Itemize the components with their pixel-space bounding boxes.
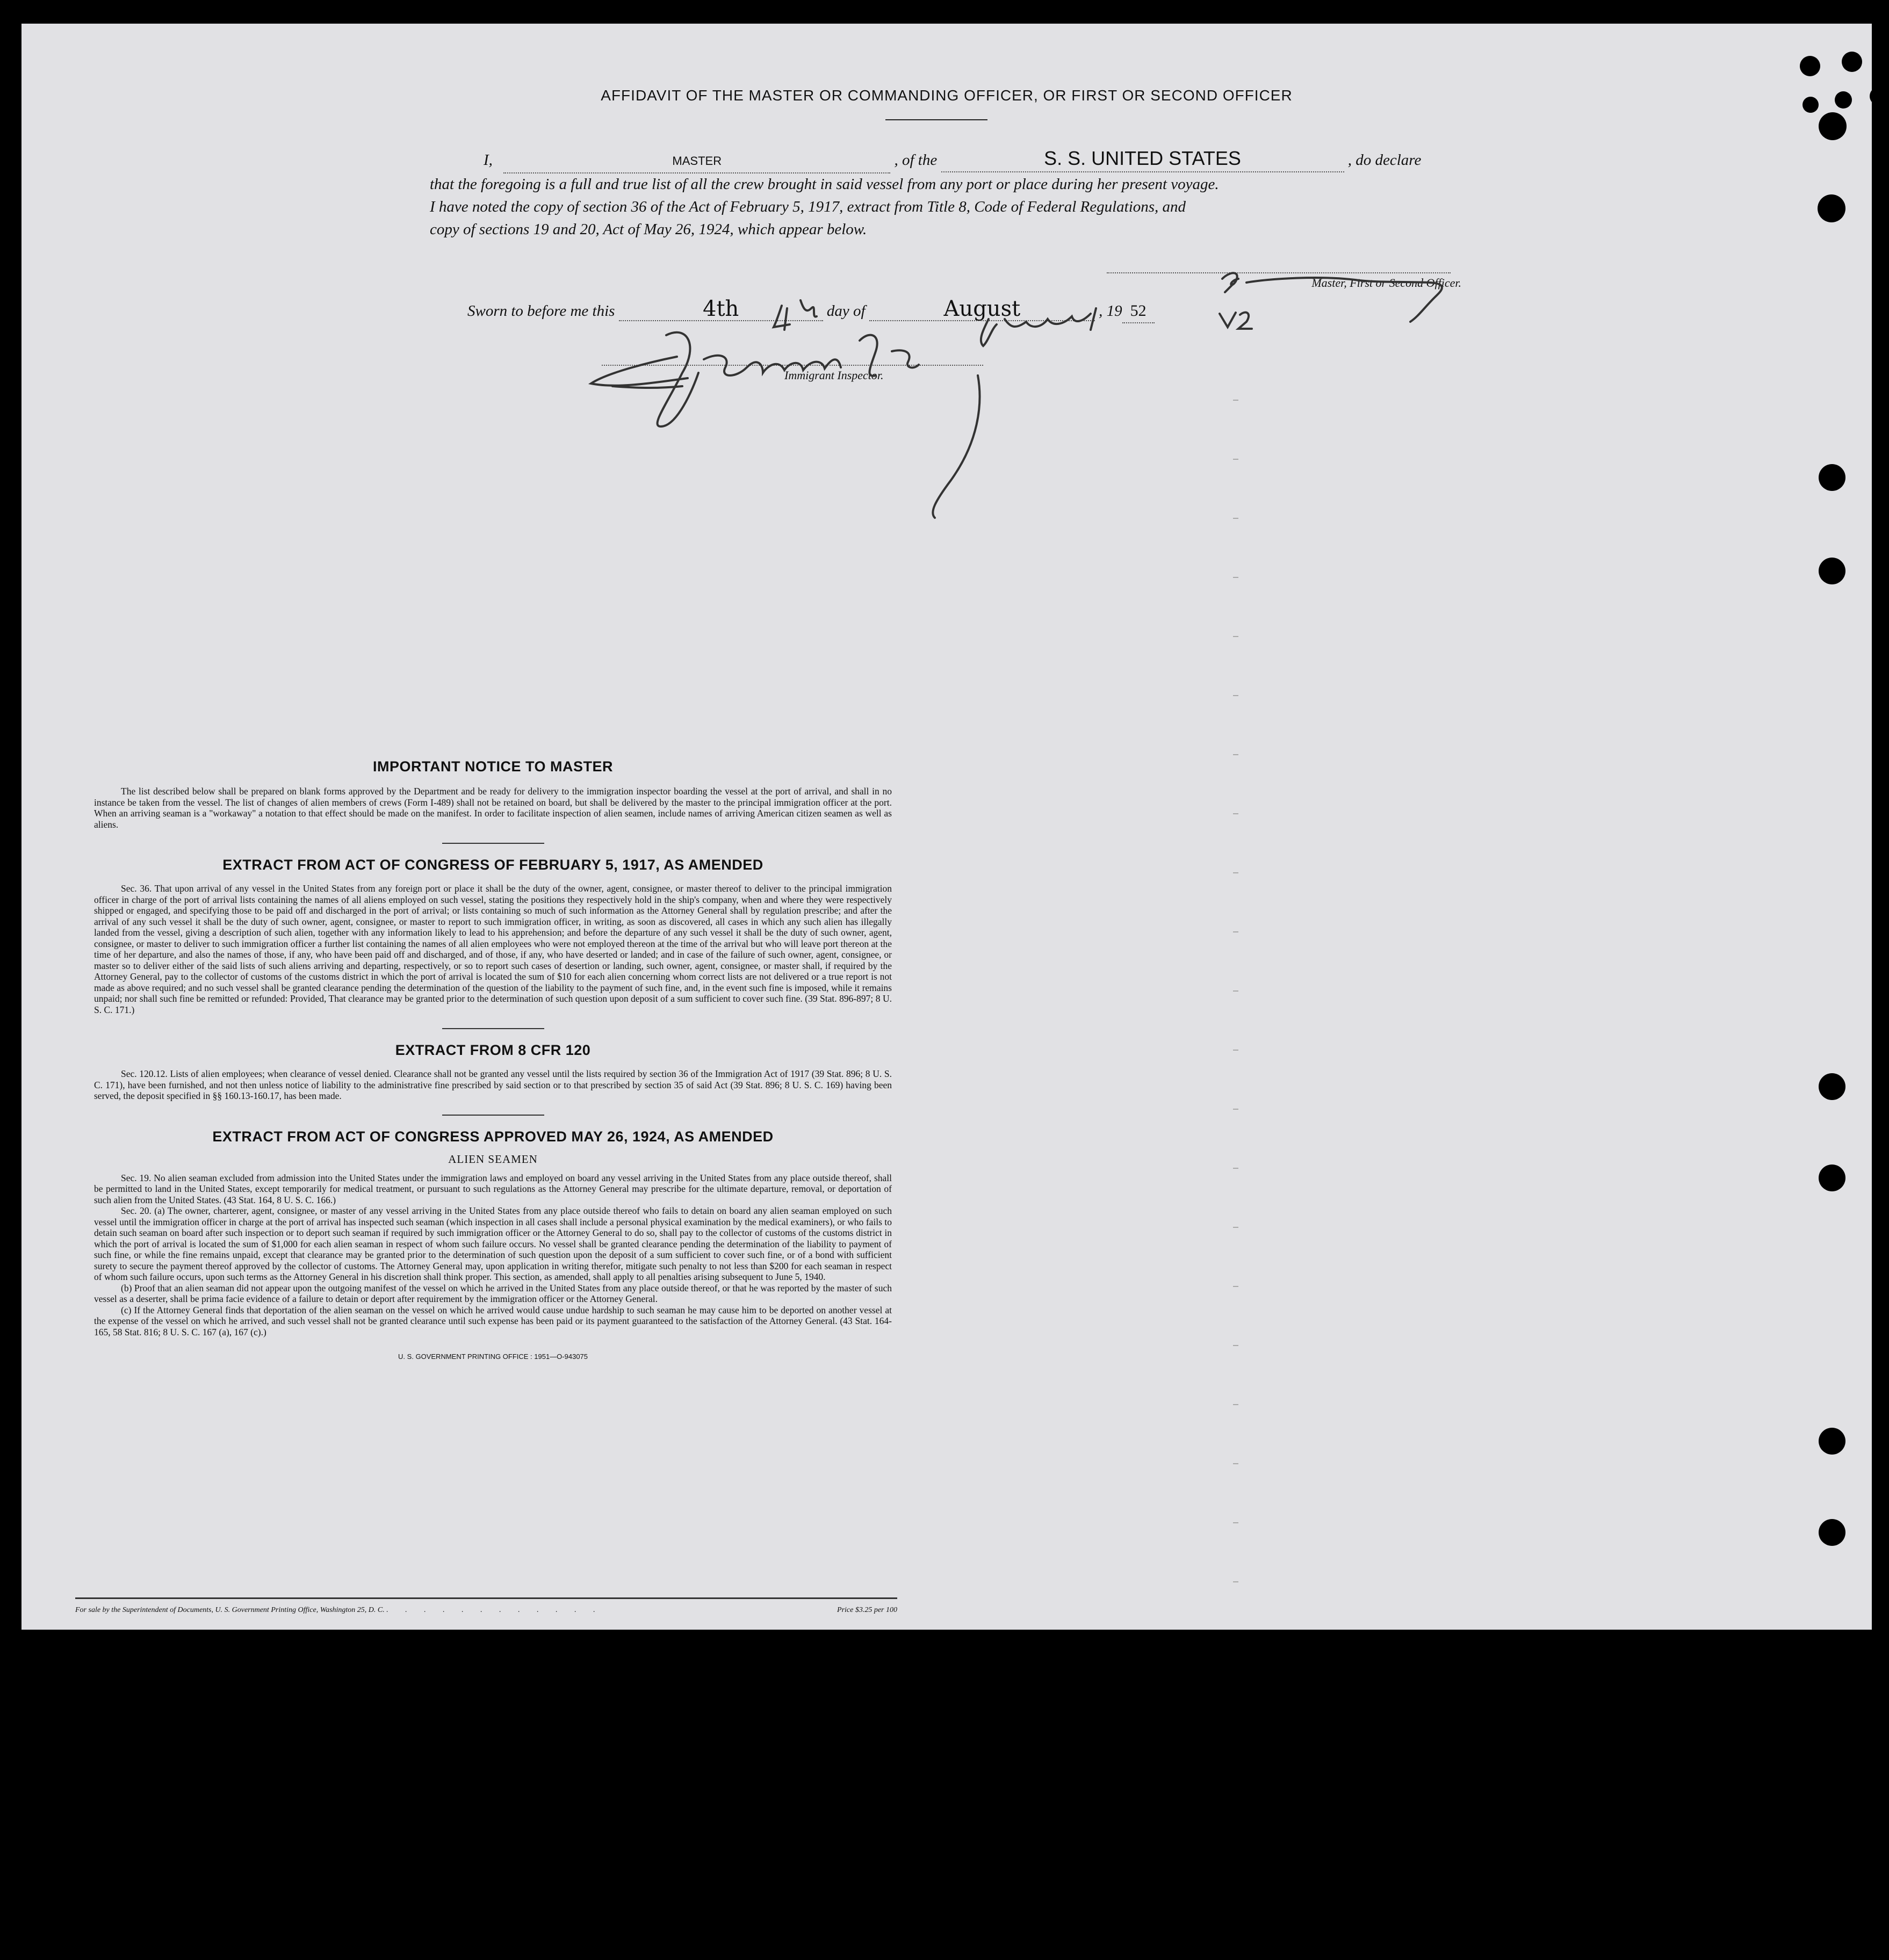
sec-20a-text: Sec. 20. (a) The owner, charterer, agent, consignee, or master of any vessel arriving in the United States from any place outside thereof who fails to detain on board any alien seaman employed on such vessel until the immigration officer in charge at the port of arrival has inspected such seaman (which inspection in all cases shall include a personal physical examination by the medical examiners), or who fails to detain such seaman on board after such inspection or to deport such seaman if required by such immigration officer or the Attorney General to do so, shall pay to the collector of customs of the customs district in which the port of arrival is located the sum of $1,000 for each alien seaman in respect of whom such failure occurs. No vessel shall be granted clearance pending the determination of the liability to payment of such fine, or while the fine remains unpaid, except that clearance may be granted prior to the determination of such question upon the deposit of a sum sufficient to cover such fine, or of a bond with sufficient surety to secure the payment thereof approved by the collector of customs. The Attorney General may, upon application in writing therefor, mitigate such penalty to not less than $200 for each seaman in respect of whom such failure occurs, upon such terms as the Attorney General in his discretion shall think proper. This section, as amended, shall apply to all penalties arising subsequent to June 5, 1940. [94,1205,892,1282]
extract-cfr-title: EXTRACT FROM 8 CFR 120 [395,1042,591,1058]
handwritten-signatures [559,249,1472,529]
punch-hole [1800,56,1820,76]
extract-1924-title: EXTRACT FROM ACT OF CONGRESS APPROVED MAY 26, 1924, AS AMENDED [212,1128,774,1145]
sworn-prefix: Sworn to before me this [467,302,615,320]
divider [442,1028,544,1029]
punch-hole [1819,558,1845,584]
notice-title: IMPORTANT NOTICE TO MASTER [373,758,613,775]
extract-1917-text: Sec. 36. That upon arrival of any vessel in the United States from any foreign port or place it shall be the duty of the owner, agent, consignee, or master thereof to deliver to the principal immigration officer in charge of the port of arrival lists containing the names of all aliens employed on such vessel, stating the positions they respectively hold in the ship's company, when and where they were respectively shipped or engaged, and specifying those to be paid off and discharged in the port of arrival; or lists containing so much of such information as the Attorney General shall by regulation prescribe; and after the arrival of any such vessel it shall be the duty of such owner, agent, consignee, or master to report to such immigration officer, in writing, as soon as discovered, all cases in which any such alien has illegally landed from the vessel, giving a description of such alien, together with any information likely to lead to his apprehension; and before the departure of any such vessel it shall be the duty of such owner, agent, consignee, or master to deliver to such immigration officer a further list containing the names of all alien employees who were not employed thereon at the time of the arrival but who will leave port thereon at the time of her departure, and also the names of those, if any, who have been paid off and discharged, and of those, if any, who have deserted or landed; and in case of the failure of such owner, agent, consignee, or master so to deliver either of the said lists of such aliens arriving and departing, respectively, or so to report such cases of desertion or landing, such owner, agent, consignee, or master shall, if required by the Attorney General, pay to the collector of customs of the customs district in which the port of arrival is located the sum of $10 for each alien concerning whom correct lists are not delivered or a true report is not made as above required; and no such vessel shall be granted clearance pending the determination of the question of the liability to the payment of such fine, and, in the event such fine is imposed, while it remains unpaid; nor shall such fine be remitted or refunded: Provided, That clearance may be granted prior to the determination of such question upon deposit of a sum sufficient to cover such fine. (39 Stat. 896-897; 8 U. S. C. 171.) [94,883,892,1015]
year-prefix: , 19 [1099,302,1122,320]
title-rule [885,119,987,120]
sec-20c-text: (c) If the Attorney General finds that deportation of the alien seaman on the vessel on which he arrived would cause undue hardship to such seaman he may cause him to be deported on another vessel at the expense of the vessel on which he arrived, and such vessel shall not be granted clearance until such expense has been paid or its payment guaranteed to the satisfaction of the Attorney General. (43 Stat. 164-165, 58 Stat. 816; 8 U. S. C. 167 (a), 167 (c).) [94,1304,892,1337]
day-of-label: day of [826,302,866,320]
punch-hole [1870,87,1888,105]
punch-hole [1819,464,1845,491]
punch-hole [1835,91,1852,109]
footer-sale: For sale by the Superintendent of Documents, U. S. Government Printing Office, Washington 25, D. C. [75,1606,385,1614]
affidavit-title: AFFIDAVIT OF THE MASTER OR COMMANDING OFFICER, OR FIRST OR SECOND OFFICER [601,87,1293,104]
notice-section [94,758,892,1361]
declaration-line-1 [430,147,1483,173]
punch-hole [1803,97,1819,113]
declaration-pronoun: I, [484,151,493,169]
sworn-month: August [943,296,1021,321]
divider [442,1115,544,1116]
extract-1917-title: EXTRACT FROM ACT OF CONGRESS OF FEBRUARY 5, 1917, AS AMENDED [222,857,763,873]
punch-hole [1819,1073,1845,1100]
punch-hole [1819,112,1847,140]
of-the-label: , of the [894,151,938,169]
notice-text: The list described below shall be prepared on blank forms approved by the Department and be ready for delivery to the immigration inspector boarding the vessel at the port of arrival, and shall in no instance be taken from the vessel. The list of changes of alien members of crews (Form I-489) shall not be retained on board, but shall be delivered by the master to the principal immigration officer at the port. When an arriving seaman is a "workaway" a notation to that effect should be made on the manifest. In order to facilitate inspection of alien seamen, include names of arriving American citizen seamen as well as aliens. [94,786,892,830]
rank-value: MASTER [672,154,722,168]
footer-rule [75,1597,897,1599]
sec-20b-text: (b) Proof that an alien seaman did not appear upon the outgoing manifest of the vessel on which he arrived in the United States from any place outside thereof, or that he was reported by the master of such vessel as a deserter, shall be prima facie evidence of a failure to detain or deport after requirement by the immigration officer or the Attorney General. [94,1282,892,1304]
master-signature-label: Master, First or Second Officer. [1311,276,1461,290]
sec-19-text: Sec. 19. No alien seaman excluded from admission into the United States under the immigration laws and employed on board any vessel arriving in the United States from any place outside thereof, shall be permitted to land in the United States, except temporarily for medical treatment, or pursuant to such regulations as the Attorney General may prescribe for the ultimate departure, removal, or deportation of such alien from the United States. (43 Stat. 164, 8 U. S. C. 166.) [94,1172,892,1205]
punch-hole [1818,194,1845,222]
extract-cfr-text: Sec. 120.12. Lists of alien employees; when clearance of vessel denied. Clearance shall not be granted any vessel until the lists required by section 36 of the Immigration Act of 1917 (39 Stat. 896; 8 U. S. C. 171), have been furnished, and not then unless notice of liability to the administrative fine prescribed by said section or to that prescribed by section 35 of said Act (39 Stat. 896; 8 U. S. C. 169) having been served, the deposit specified in §§ 160.13-160.17, has been made. [94,1068,892,1101]
vessel-name: S. S. UNITED STATES [1044,147,1241,169]
declaration-line-3: I have noted the copy of section 36 of the Act of February 5, 1917, extract from Title 8, Code of Federal Regulations, and [430,198,1186,215]
alien-seamen-subtitle: ALIEN SEAMEN [448,1152,538,1166]
footer-line: For sale by the Superintendent of Documents, U. S. Government Printing Office, Washington 25, D. C. . . . . . . . . . . . . Price $3.25 per 100 [75,1606,897,1614]
divider [442,843,544,844]
do-declare-label: , do declare [1347,151,1422,169]
punch-hole [1819,1519,1845,1546]
sworn-day: 4th [703,296,739,321]
footer-price: Price $3.25 per 100 [837,1606,897,1614]
declaration-line-4: copy of sections 19 and 20, Act of May 26, 1924, which appear below. [430,221,867,238]
punch-hole [1819,1165,1845,1191]
punch-hole [1842,52,1862,72]
form-sheet [21,24,1872,1630]
dash-column [1233,400,1244,1608]
punch-hole [1819,1428,1845,1455]
inspector-signature-label: Immigrant Inspector. [784,368,884,382]
declaration-line-2: that the foregoing is a full and true list of all the crew brought in said vessel from any port or place during her present voyage. [430,176,1219,193]
sworn-year: 52 [1130,302,1147,320]
gpo-imprint: U. S. GOVERNMENT PRINTING OFFICE : 1951—O-943075 [398,1353,588,1361]
